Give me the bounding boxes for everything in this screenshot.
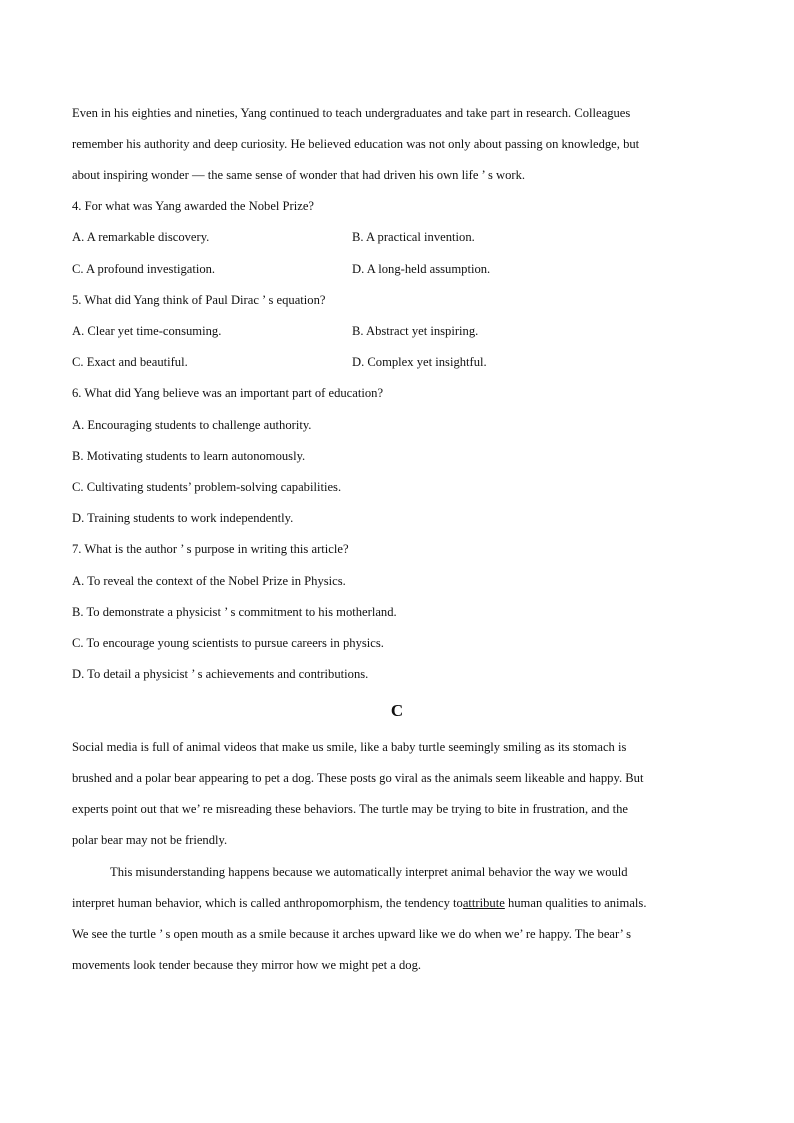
paragraph-line: Even in his eighties and nineties, Yang continued to teach undergraduates and take part in research. Colleagues xyxy=(72,106,631,120)
option-c: C. To encourage young scientists to pursue careers in physics. xyxy=(72,636,384,650)
paragraph-line: We see the turtle ’ s open mouth as a smile because it arches upward like we do when we’ re happy. The bear’ s xyxy=(72,927,631,941)
option-c: C. Exact and beautiful. xyxy=(72,355,188,369)
option-d: D. To detail a physicist ’ s achievements and contributions. xyxy=(72,667,369,681)
option-c: C. Cultivating students’ problem-solving capabilities. xyxy=(72,480,342,494)
option-b: B. To demonstrate a physicist ’ s commitment to his motherland. xyxy=(72,605,397,619)
paragraph-line: experts point out that we’ re misreading these behaviors. The turtle may be trying to bite in frustration, and the xyxy=(72,802,628,816)
option-b: B. Abstract yet inspiring. xyxy=(352,324,479,338)
text-segment: interpret human behavior, which is called anthropomorphism, the tendency to xyxy=(72,896,463,910)
option-c: C. A profound investigation. xyxy=(72,262,216,276)
section-heading: C xyxy=(390,701,404,720)
underlined-word: attribute xyxy=(462,896,505,910)
paragraph-line xyxy=(72,895,646,911)
option-b: B. A practical invention. xyxy=(352,230,475,244)
question-stem: 7. What is the author ’ s purpose in writing this article? xyxy=(72,542,349,556)
question-stem: 5. What did Yang think of Paul Dirac ’ s equation? xyxy=(72,293,326,307)
option-a: A. A remarkable discovery. xyxy=(72,230,210,244)
paragraph-line: brushed and a polar bear appearing to pet a dog. These posts go viral as the animals seem likeable and happy. But xyxy=(72,771,644,785)
option-d: D. Complex yet insightful. xyxy=(352,355,487,369)
option-a: A. Clear yet time-consuming. xyxy=(72,324,222,338)
paragraph-line: remember his authority and deep curiosity. He believed education was not only about passing on knowledge, but xyxy=(72,137,640,151)
paragraph-line: polar bear may not be friendly. xyxy=(72,833,228,847)
option-a: A. To reveal the context of the Nobel Prize in Physics. xyxy=(72,574,346,588)
option-d: D. Training students to work independently. xyxy=(72,511,294,525)
text-segment: human qualities to animals. xyxy=(504,896,647,910)
paragraph-line: This misunderstanding happens because we automatically interpret animal behavior the way we would xyxy=(110,865,628,879)
option-d: D. A long-held assumption. xyxy=(352,262,491,276)
question-stem: 6. What did Yang believe was an important part of education? xyxy=(72,386,384,400)
paragraph-line: about inspiring wonder — the same sense of wonder that had driven his own life ’ s work. xyxy=(72,168,526,182)
question-stem: 4. For what was Yang awarded the Nobel Prize? xyxy=(72,199,315,213)
option-b: B. Motivating students to learn autonomously. xyxy=(72,449,306,463)
paragraph-line: movements look tender because they mirror how we might pet a dog. xyxy=(72,958,422,972)
option-a: A. Encouraging students to challenge authority. xyxy=(72,418,312,432)
paragraph-line: Social media is full of animal videos that make us smile, like a baby turtle seemingly smiling as its stomach is xyxy=(72,740,627,754)
